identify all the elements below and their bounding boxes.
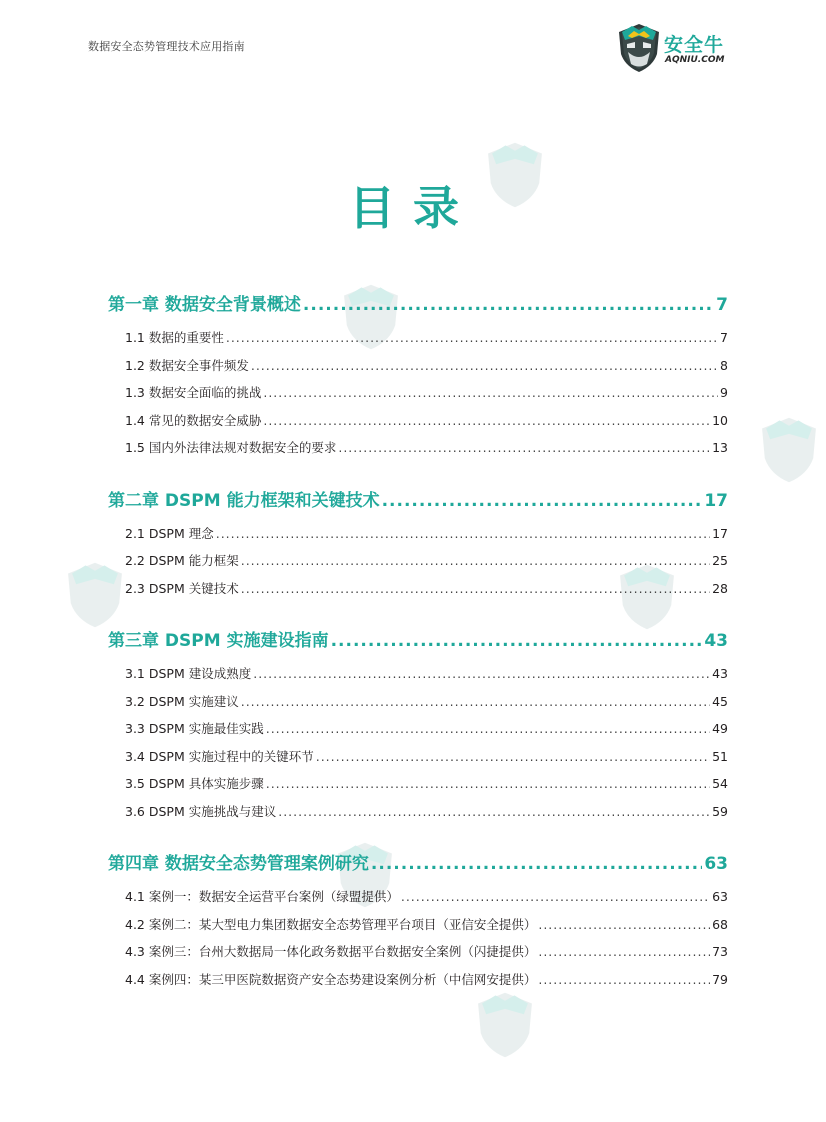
toc-section[interactable] bbox=[125, 798, 728, 826]
section-page: 79 bbox=[712, 971, 728, 987]
section-label: 3.1 DSPM 建设成熟度 bbox=[125, 666, 252, 681]
chapter-label: 第二章 DSPM 能力框架和关键技术 bbox=[108, 490, 380, 511]
toc-chapter-3[interactable] bbox=[108, 622, 728, 660]
toc-section[interactable] bbox=[125, 352, 728, 380]
section-label: 1.5 国内外法律法规对数据安全的要求 bbox=[125, 440, 337, 455]
leader-dots bbox=[241, 575, 710, 603]
toc-section[interactable] bbox=[125, 520, 728, 548]
page-title: 目录 bbox=[349, 181, 477, 235]
toc-section[interactable] bbox=[125, 660, 728, 688]
table-of-contents bbox=[108, 286, 728, 993]
toc-section[interactable] bbox=[125, 324, 728, 352]
brand-name-en: AQNIU.COM bbox=[665, 55, 725, 65]
section-label: 4.4 案例四：某三甲医院数据资产安全态势建设案例分析（中信网安提供） bbox=[125, 971, 537, 987]
section-label: 3.5 DSPM 具体实施步骤 bbox=[125, 776, 264, 791]
section-page: 63 bbox=[712, 889, 728, 904]
shield-icon bbox=[616, 22, 662, 74]
section-page: 68 bbox=[712, 916, 728, 932]
toc-section[interactable] bbox=[125, 883, 728, 911]
document-title: 数据安全态势管理技术应用指南 bbox=[88, 40, 245, 53]
leader-dots bbox=[538, 911, 710, 939]
leader-dots bbox=[266, 715, 710, 743]
leader-dots bbox=[266, 770, 710, 798]
section-page: 59 bbox=[712, 803, 728, 819]
section-page: 45 bbox=[712, 693, 728, 709]
section-label: 4.1 案例一：数据安全运营平台案例（绿盟提供） bbox=[125, 889, 399, 904]
section-label: 1.4 常见的数据安全威胁 bbox=[125, 412, 262, 428]
section-label: 4.3 案例三：台州大数据局一体化政务数据平台数据安全案例（闪捷提供） bbox=[125, 944, 537, 959]
section-label: 2.1 DSPM 理念 bbox=[125, 525, 214, 541]
chapter-page: 7 bbox=[716, 295, 728, 315]
section-label: 1.3 数据安全面临的挑战 bbox=[125, 385, 262, 400]
section-label: 1.1 数据的重要性 bbox=[125, 330, 224, 345]
leader-dots bbox=[251, 352, 718, 380]
leader-dots bbox=[382, 482, 703, 520]
section-label: 4.2 案例二：某大型电力集团数据安全态势管理平台项目（亚信安全提供） bbox=[125, 916, 537, 932]
toc-section[interactable] bbox=[125, 379, 728, 407]
leader-dots bbox=[303, 286, 714, 324]
section-page: 54 bbox=[712, 776, 728, 791]
leader-dots bbox=[338, 434, 710, 462]
leader-dots bbox=[371, 845, 702, 883]
toc-section[interactable] bbox=[125, 911, 728, 939]
section-page: 25 bbox=[712, 553, 728, 568]
brand-logo bbox=[616, 22, 736, 76]
toc-section[interactable] bbox=[125, 547, 728, 575]
section-page: 28 bbox=[712, 580, 728, 596]
leader-dots bbox=[401, 883, 710, 911]
toc-section[interactable] bbox=[125, 434, 728, 462]
watermark-logo-icon bbox=[470, 990, 540, 1060]
section-page: 13 bbox=[712, 440, 728, 455]
chapter-label: 第四章 数据安全态势管理案例研究 bbox=[108, 854, 369, 874]
leader-dots bbox=[263, 407, 710, 435]
toc-section[interactable] bbox=[125, 966, 728, 994]
leader-dots bbox=[316, 743, 710, 771]
leader-dots bbox=[241, 688, 710, 716]
toc-section[interactable] bbox=[125, 715, 728, 743]
chapter-page: 63 bbox=[704, 854, 728, 874]
section-page: 10 bbox=[712, 412, 728, 428]
section-page: 7 bbox=[720, 330, 728, 345]
leader-dots bbox=[241, 547, 710, 575]
section-page: 17 bbox=[712, 525, 728, 541]
toc-section[interactable] bbox=[125, 743, 728, 771]
section-label: 2.3 DSPM 关键技术 bbox=[125, 580, 239, 596]
leader-dots bbox=[278, 798, 710, 826]
leader-dots bbox=[538, 938, 710, 966]
section-label: 3.2 DSPM 实施建议 bbox=[125, 693, 239, 709]
toc-section[interactable] bbox=[125, 938, 728, 966]
chapter-label: 第一章 数据安全背景概述 bbox=[108, 295, 301, 315]
section-page: 9 bbox=[720, 385, 728, 400]
section-label: 3.4 DSPM 实施过程中的关键环节 bbox=[125, 748, 314, 764]
section-page: 51 bbox=[712, 748, 728, 764]
toc-section[interactable] bbox=[125, 770, 728, 798]
leader-dots bbox=[331, 622, 703, 660]
brand-name-cn: 安全牛 bbox=[664, 34, 725, 56]
leader-dots bbox=[538, 966, 710, 994]
leader-dots bbox=[216, 520, 710, 548]
section-label: 3.3 DSPM 实施最佳实践 bbox=[125, 721, 264, 736]
toc-chapter-2[interactable] bbox=[108, 482, 728, 520]
section-page: 73 bbox=[712, 944, 728, 959]
toc-section[interactable] bbox=[125, 407, 728, 435]
toc-chapter-4[interactable] bbox=[108, 845, 728, 883]
chapter-page: 17 bbox=[704, 490, 728, 511]
chapter-page: 43 bbox=[704, 631, 728, 651]
leader-dots bbox=[263, 379, 718, 407]
chapter-label: 第三章 DSPM 实施建设指南 bbox=[108, 631, 329, 651]
toc-section[interactable] bbox=[125, 575, 728, 603]
section-label: 2.2 DSPM 能力框架 bbox=[125, 553, 239, 568]
toc-section[interactable] bbox=[125, 688, 728, 716]
toc-chapter-1[interactable] bbox=[108, 286, 728, 324]
section-label: 3.6 DSPM 实施挑战与建议 bbox=[125, 803, 277, 819]
section-label: 1.2 数据安全事件频发 bbox=[125, 357, 249, 373]
section-page: 8 bbox=[720, 357, 728, 373]
leader-dots bbox=[226, 324, 718, 352]
section-page: 49 bbox=[712, 721, 728, 736]
watermark-logo-icon bbox=[754, 415, 824, 485]
section-page: 43 bbox=[712, 666, 728, 681]
leader-dots bbox=[253, 660, 710, 688]
